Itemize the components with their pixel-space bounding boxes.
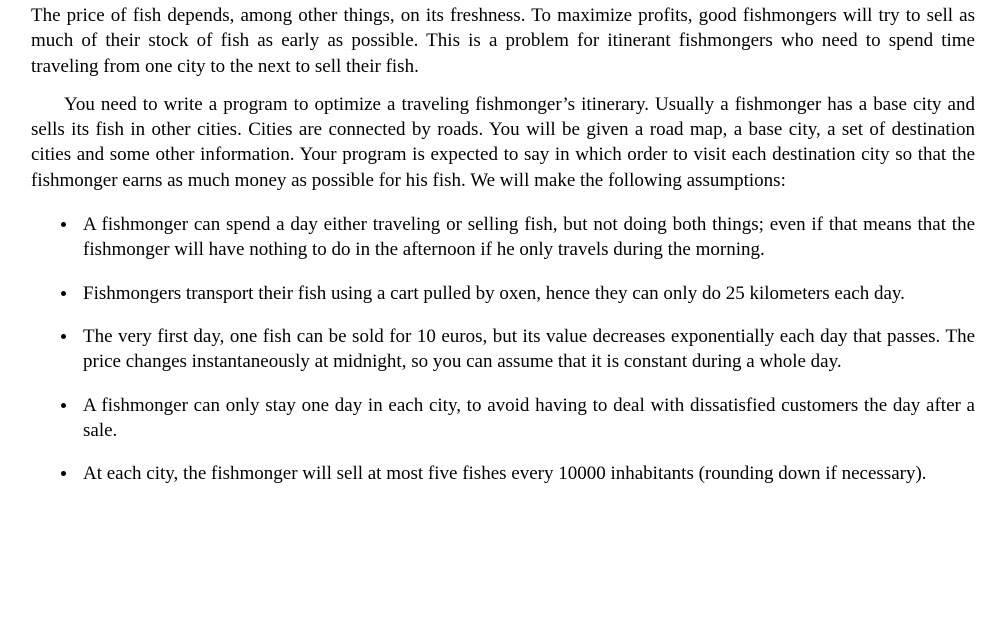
list-item-text: At each city, the fishmonger will sell at most five fishes every 10000 inhabitants (rounding down if necessary). xyxy=(83,463,927,485)
list-item-text: Fishmongers transport their fish using a cart pulled by oxen, hence they can only do 25 kilometers each day. xyxy=(83,282,905,304)
bullet-icon xyxy=(61,334,66,339)
list-item xyxy=(83,281,975,306)
list-item xyxy=(83,212,975,263)
list-item xyxy=(83,461,975,486)
paragraph-intro: The price of fish depends, among other things, on its freshness. To maximize profits, good fishmongers will try to sell as much of their stock of fish as early as possible. This is a problem for itinerant fishmongers who need to spend time traveling from one city to the next to sell their fish. xyxy=(31,5,975,77)
bullet-icon xyxy=(61,291,66,296)
list-item xyxy=(83,393,975,444)
bullet-icon xyxy=(61,471,66,476)
assumptions-list xyxy=(31,212,975,486)
bullet-icon xyxy=(61,222,66,227)
list-item xyxy=(83,324,975,375)
list-item-text: The very first day, one fish can be sold for 10 euros, but its value decreases exponentially each day that passes. The price changes instantaneously at midnight, so you can assume that it is constant during a whole day. xyxy=(83,325,975,373)
list-item-text: A fishmonger can spend a day either traveling or selling fish, but not doing both things; even if that means that the fishmonger will have nothing to do in the afternoon if he only travels during the morning. xyxy=(83,214,975,261)
paragraph-task: You need to write a program to optimize a traveling fishmonger’s itinerary. Usually a fishmonger has a base city and sells its fish in other cities. Cities are connected by roads. You will be given a road map, a base city, a set of destination cities and some other information. Your program is expected to say in which order to visit each destination city so that the fishmonger earns as much money as possible for his fish. We will make the following assumptions: xyxy=(31,93,975,191)
bullet-icon xyxy=(61,403,66,408)
list-item-text: A fishmonger can only stay one day in each city, to avoid having to deal with dissatisfied customers the day after a sale. xyxy=(83,394,975,441)
